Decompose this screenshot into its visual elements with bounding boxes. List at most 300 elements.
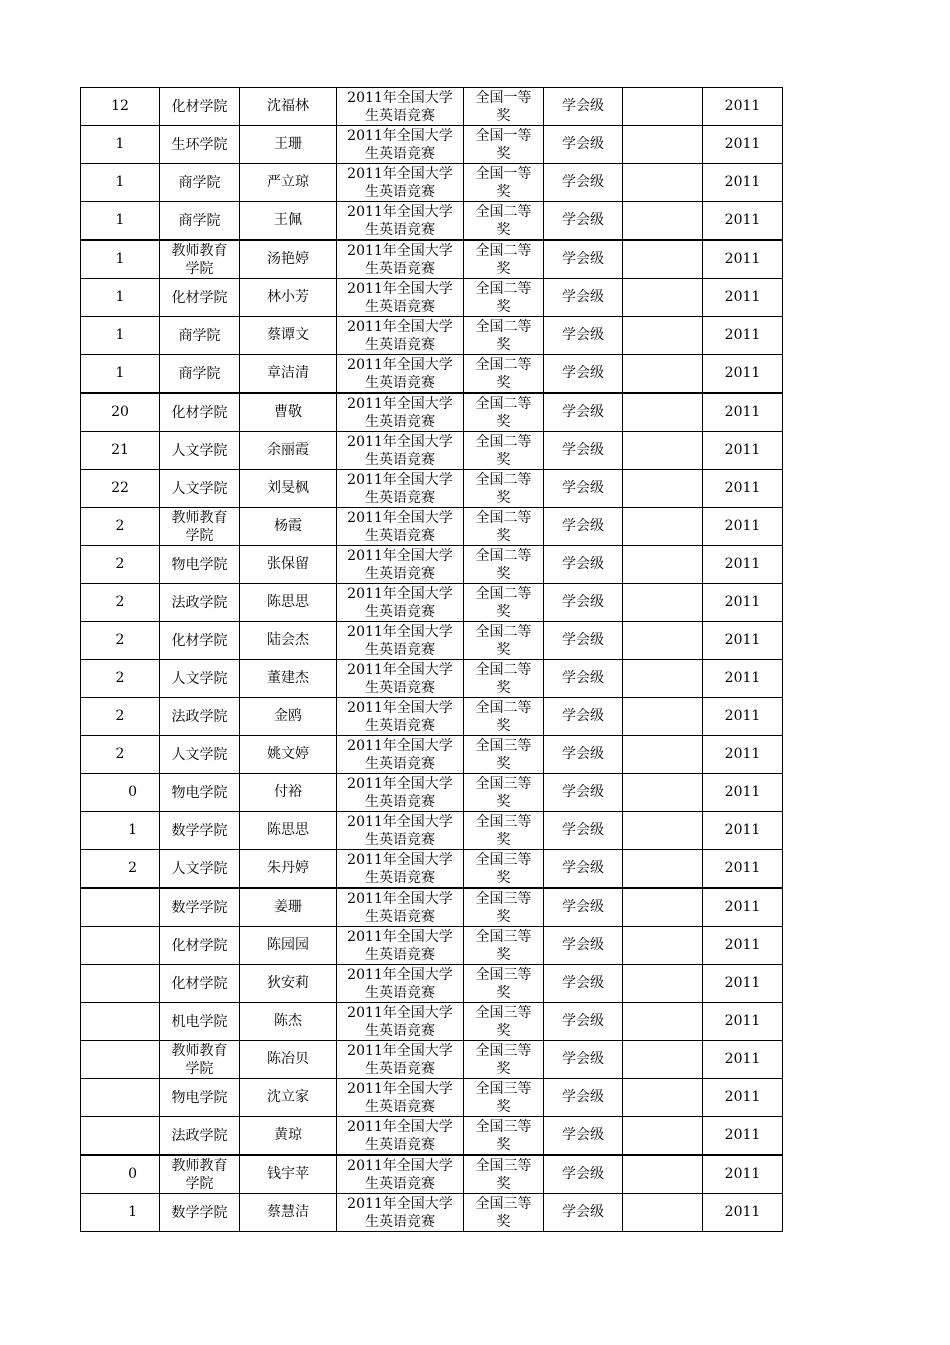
cell-year [703,1117,783,1156]
table-row [81,1003,783,1041]
cell-level-text: 学会级 [562,98,604,114]
cell-number [81,1079,160,1117]
cell-competition [337,660,464,698]
cell-year [703,812,783,850]
cell-number [81,660,160,698]
cell-level [544,164,623,202]
cell-competition-line: 生英语竞赛 [365,946,435,963]
cell-year [703,927,783,965]
cell-college-line: 生环学院 [171,136,228,153]
cell-year [703,1155,783,1194]
cell-competition [337,355,464,394]
cell-award-line: 全国三等 [475,1118,532,1135]
cell-number-text: 1 [128,1204,137,1220]
cell-name [240,888,337,927]
cell-level [544,1155,623,1194]
cell-year-text: 2011 [724,327,761,343]
cell-competition-line: 生英语竞赛 [365,831,435,848]
cell-level [544,393,623,432]
cell-year-text: 2011 [724,1166,761,1182]
cell-competition-line: 生英语竞赛 [365,1022,435,1039]
cell-level [544,355,623,394]
cell-college-line: 数学学院 [171,822,228,839]
cell-level [544,736,623,774]
cell-number [81,164,160,202]
cell-note [623,965,703,1003]
cell-competition-line: 2011年全国大学 [347,890,453,907]
cell-college-line: 商学院 [178,212,221,229]
cell-competition-line: 2011年全国大学 [347,623,453,640]
cell-level [544,698,623,736]
cell-year [703,965,783,1003]
cell-number [81,584,160,622]
cell-year [703,355,783,394]
cell-college-line: 物电学院 [171,1089,228,1106]
cell-number [81,698,160,736]
cell-name-text: 董建杰 [267,670,309,686]
cell-award [464,1003,544,1041]
cell-name [240,546,337,584]
table-row [81,698,783,736]
cell-name-text: 蔡谭文 [267,327,309,343]
cell-college [160,240,240,279]
cell-college [160,736,240,774]
table-row [81,584,783,622]
cell-college-line: 教师教育 [171,242,228,259]
cell-level-text: 学会级 [562,937,604,953]
cell-award [464,1155,544,1194]
cell-name-text: 陈思思 [267,822,309,838]
cell-college-line: 化材学院 [171,98,228,115]
cell-level [544,888,623,927]
cell-number-text: 2 [115,708,125,724]
cell-year-text: 2011 [724,404,761,420]
cell-level [544,508,623,546]
cell-level-text: 学会级 [562,1127,604,1143]
cell-number [81,279,160,317]
cell-competition-line: 2011年全国大学 [347,1080,453,1097]
cell-award [464,470,544,508]
cell-award-line: 全国二等 [475,280,532,297]
cell-number-text: 1 [115,365,125,381]
cell-award-line: 奖 [496,107,511,124]
cell-award [464,279,544,317]
cell-level [544,1079,623,1117]
cell-competition [337,584,464,622]
cell-number [81,202,160,241]
cell-number-text: 1 [115,327,125,343]
cell-competition [337,1003,464,1041]
cell-college-line: 学院 [185,1175,214,1192]
cell-level-text: 学会级 [562,1013,604,1029]
cell-award-line: 全国二等 [475,661,532,678]
table-row [81,546,783,584]
cell-level [544,1194,623,1232]
cell-college [160,1155,240,1194]
cell-college-line: 数学学院 [171,899,228,916]
cell-year [703,698,783,736]
cell-award-line: 全国二等 [475,203,532,220]
cell-name [240,660,337,698]
cell-competition [337,1117,464,1156]
cell-number-text: 2 [115,594,125,610]
cell-note [623,126,703,164]
cell-college [160,1117,240,1156]
cell-level [544,965,623,1003]
cell-level-text: 学会级 [562,327,604,343]
cell-award-line: 奖 [496,1022,511,1039]
table-body [81,88,783,1232]
cell-competition-line: 生英语竞赛 [365,565,435,582]
cell-year-text: 2011 [724,632,761,648]
cell-level [544,927,623,965]
cell-name-text: 王珊 [274,136,302,152]
cell-year-text: 2011 [724,174,761,190]
cell-level [544,240,623,279]
cell-award [464,774,544,812]
table-row [81,660,783,698]
cell-competition-line: 2011年全国大学 [347,242,453,259]
cell-award [464,850,544,889]
cell-note [623,432,703,470]
table-row [81,126,783,164]
cell-note [623,546,703,584]
cell-level [544,1041,623,1079]
cell-level-text: 学会级 [562,632,604,648]
cell-name-text: 黄琼 [274,1127,302,1143]
cell-competition-line: 2011年全国大学 [347,1042,453,1059]
cell-name-text: 姚文婷 [267,746,309,762]
cell-note [623,470,703,508]
cell-year-text: 2011 [724,822,761,838]
cell-college-line: 化材学院 [171,632,228,649]
cell-number [81,1041,160,1079]
cell-level-text: 学会级 [562,518,604,534]
cell-year [703,432,783,470]
cell-number-text: 0 [128,1166,137,1182]
cell-college-line: 法政学院 [171,708,228,725]
cell-year-text: 2011 [724,708,761,724]
cell-competition [337,850,464,889]
cell-award-line: 奖 [496,1213,511,1230]
cell-competition [337,736,464,774]
cell-level-text: 学会级 [562,136,604,152]
cell-college [160,850,240,889]
cell-award [464,927,544,965]
cell-award [464,888,544,927]
cell-award-line: 全国一等 [475,89,532,106]
cell-college-line: 化材学院 [171,404,228,421]
cell-number-text: 2 [115,518,125,534]
cell-award-line: 奖 [496,869,511,886]
cell-award [464,202,544,241]
award-table [80,87,783,1232]
cell-name [240,202,337,241]
cell-competition-line: 2011年全国大学 [347,737,453,754]
cell-number-text: 1 [115,136,125,152]
cell-college [160,888,240,927]
cell-competition-line: 2011年全国大学 [347,813,453,830]
cell-name [240,432,337,470]
cell-competition-line: 生英语竞赛 [365,1098,435,1115]
cell-name [240,1117,337,1156]
cell-award [464,1041,544,1079]
cell-competition-line: 2011年全国大学 [347,661,453,678]
cell-award-line: 全国二等 [475,356,532,373]
table-row [81,888,783,927]
cell-note [623,164,703,202]
cell-name [240,1003,337,1041]
cell-competition-line: 生英语竞赛 [365,717,435,734]
table-row [81,88,783,126]
cell-number [81,736,160,774]
cell-competition-line: 2011年全国大学 [347,203,453,220]
cell-award [464,698,544,736]
cell-note [623,888,703,927]
cell-award-line: 奖 [496,946,511,963]
cell-award-line: 奖 [496,984,511,1001]
cell-level [544,1117,623,1156]
table-row [81,202,783,241]
cell-number-text: 1 [115,174,125,190]
cell-level-text: 学会级 [562,174,604,190]
cell-award-line: 奖 [496,641,511,658]
cell-competition [337,202,464,241]
cell-note [623,850,703,889]
table-row [81,470,783,508]
cell-award-line: 奖 [496,1175,511,1192]
cell-award-line: 全国二等 [475,699,532,716]
cell-year-text: 2011 [724,899,761,915]
cell-competition-line: 2011年全国大学 [347,127,453,144]
cell-year-text: 2011 [724,784,761,800]
cell-competition-line: 生英语竞赛 [365,1213,435,1230]
cell-award [464,546,544,584]
cell-award-line: 奖 [496,489,511,506]
cell-note [623,279,703,317]
cell-year-text: 2011 [724,365,761,381]
cell-competition-line: 2011年全国大学 [347,1118,453,1135]
cell-college-line: 人文学院 [171,480,228,497]
cell-name-text: 蔡慧洁 [267,1204,309,1220]
cell-level-text: 学会级 [562,899,604,915]
cell-number-text: 1 [115,212,125,228]
cell-competition [337,888,464,927]
cell-number [81,508,160,546]
cell-year-text: 2011 [724,860,761,876]
cell-college [160,355,240,394]
cell-award-line: 奖 [496,1136,511,1153]
cell-competition-line: 生英语竞赛 [365,527,435,544]
cell-award [464,393,544,432]
cell-name-text: 金鸥 [274,708,302,724]
cell-note [623,660,703,698]
cell-college [160,1194,240,1232]
table-row [81,240,783,279]
cell-name [240,812,337,850]
cell-note [623,698,703,736]
cell-level-text: 学会级 [562,860,604,876]
cell-name [240,88,337,126]
cell-year [703,126,783,164]
cell-award-line: 全国三等 [475,928,532,945]
cell-note [623,508,703,546]
cell-year-text: 2011 [724,518,761,534]
cell-name [240,164,337,202]
cell-note [623,355,703,394]
cell-level [544,202,623,241]
cell-level [544,1003,623,1041]
cell-award-line: 全国二等 [475,433,532,450]
cell-year-text: 2011 [724,1127,761,1143]
cell-award [464,622,544,660]
cell-college [160,660,240,698]
cell-name [240,1155,337,1194]
cell-competition [337,546,464,584]
cell-level-text: 学会级 [562,480,604,496]
cell-year [703,622,783,660]
cell-year-text: 2011 [724,746,761,762]
cell-year-text: 2011 [724,1089,761,1105]
cell-name-text: 章洁清 [267,365,309,381]
cell-competition-line: 生英语竞赛 [365,869,435,886]
cell-note [623,774,703,812]
cell-level [544,812,623,850]
cell-award-line: 奖 [496,793,511,810]
cell-number [81,317,160,355]
cell-level-text: 学会级 [562,670,604,686]
cell-competition-line: 生英语竞赛 [365,451,435,468]
cell-number-text: 2 [115,556,125,572]
cell-competition [337,164,464,202]
cell-name-text: 余丽霞 [267,442,309,458]
cell-competition-line: 生英语竞赛 [365,183,435,200]
cell-level-text: 学会级 [562,289,604,305]
cell-year [703,736,783,774]
cell-college-line: 商学院 [178,174,221,191]
cell-award [464,240,544,279]
cell-year-text: 2011 [724,1013,761,1029]
table-row [81,736,783,774]
cell-award [464,355,544,394]
cell-competition [337,698,464,736]
cell-college-line: 商学院 [178,327,221,344]
cell-level [544,432,623,470]
cell-award-line: 奖 [496,717,511,734]
cell-level-text: 学会级 [562,708,604,724]
cell-college [160,508,240,546]
cell-college [160,698,240,736]
cell-college-line: 人文学院 [171,860,228,877]
cell-number [81,240,160,279]
cell-award-line: 全国三等 [475,1042,532,1059]
cell-competition-line: 生英语竞赛 [365,107,435,124]
cell-year-text: 2011 [724,975,761,991]
cell-award-line: 奖 [496,831,511,848]
cell-name [240,774,337,812]
cell-award [464,1079,544,1117]
cell-award-line: 全国三等 [475,737,532,754]
cell-name-text: 汤艳婷 [267,251,309,267]
cell-college [160,965,240,1003]
cell-level-text: 学会级 [562,822,604,838]
cell-note [623,927,703,965]
cell-competition-line: 2011年全国大学 [347,966,453,983]
cell-note [623,584,703,622]
cell-award [464,584,544,622]
cell-competition-line: 生英语竞赛 [365,603,435,620]
cell-award-line: 奖 [496,527,511,544]
cell-year-text: 2011 [724,1051,761,1067]
cell-award-line: 奖 [496,183,511,200]
cell-college-line: 物电学院 [171,784,228,801]
cell-level [544,660,623,698]
cell-competition-line: 2011年全国大学 [347,1195,453,1212]
cell-level [544,622,623,660]
table-row [81,927,783,965]
cell-number [81,1117,160,1156]
cell-award-line: 全国三等 [475,966,532,983]
cell-competition [337,88,464,126]
cell-level [544,470,623,508]
cell-name [240,1194,337,1232]
cell-college [160,88,240,126]
cell-year [703,1194,783,1232]
cell-note [623,1003,703,1041]
cell-year-text: 2011 [724,1204,761,1220]
cell-college [160,393,240,432]
cell-year [703,774,783,812]
cell-competition-line: 2011年全国大学 [347,1004,453,1021]
cell-competition [337,1079,464,1117]
cell-year [703,164,783,202]
cell-award-line: 全国二等 [475,242,532,259]
cell-competition-line: 2011年全国大学 [347,547,453,564]
table-row [81,393,783,432]
table-row [81,1079,783,1117]
cell-year [703,202,783,241]
cell-name-text: 杨霞 [274,518,302,534]
cell-award-line: 全国一等 [475,127,532,144]
cell-competition [337,774,464,812]
cell-college [160,432,240,470]
cell-competition [337,240,464,279]
cell-award-line: 奖 [496,336,511,353]
cell-competition-line: 2011年全国大学 [347,1157,453,1174]
cell-year-text: 2011 [724,251,761,267]
cell-note [623,317,703,355]
cell-name [240,965,337,1003]
cell-competition [337,1041,464,1079]
cell-level-text: 学会级 [562,784,604,800]
table-row [81,1155,783,1194]
table-row [81,622,783,660]
cell-award-line: 奖 [496,145,511,162]
cell-award [464,508,544,546]
cell-level-text: 学会级 [562,1166,604,1182]
cell-number [81,812,160,850]
cell-award-line: 奖 [496,603,511,620]
cell-number [81,622,160,660]
cell-competition-line: 生英语竞赛 [365,984,435,1001]
cell-college [160,927,240,965]
cell-competition-line: 生英语竞赛 [365,793,435,810]
table-row [81,508,783,546]
cell-competition-line: 生英语竞赛 [365,413,435,430]
cell-competition-line: 生英语竞赛 [365,641,435,658]
cell-college [160,164,240,202]
cell-year [703,1041,783,1079]
